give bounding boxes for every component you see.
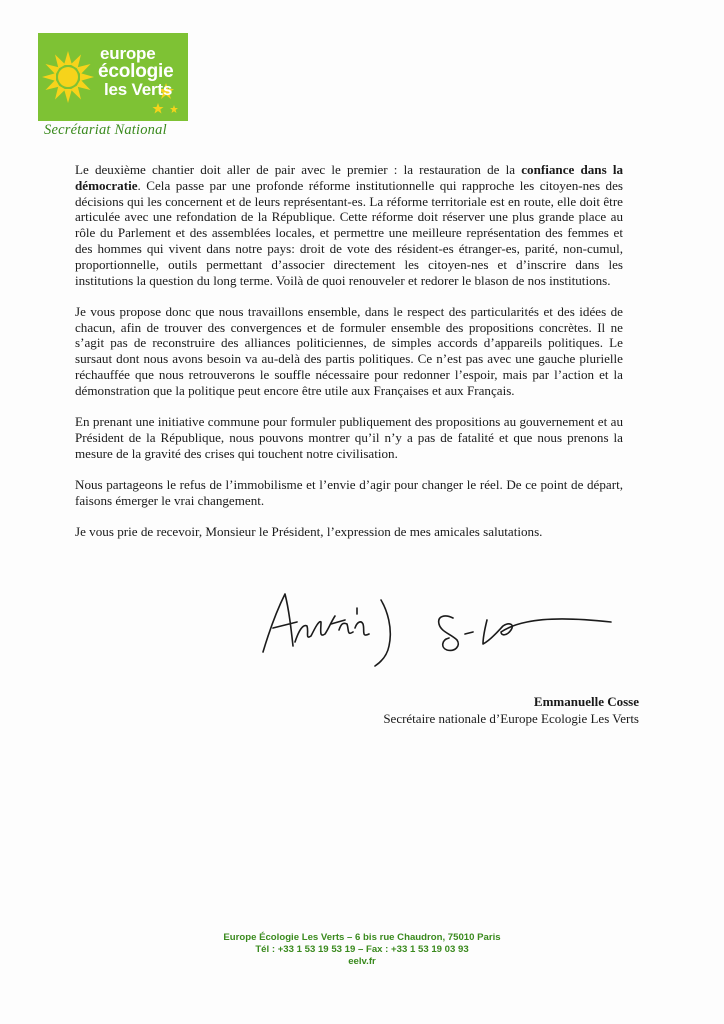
paragraph-1-lead: Le deuxième chantier doit aller de pair avec le premier : la restauration de la [75, 162, 522, 177]
secretariat-label: Secrétariat National [44, 122, 167, 138]
signer-block [383, 693, 639, 727]
paragraph-1-bold: confiance dans la démocratie [75, 162, 624, 193]
footer-address: Europe Écologie Les Verts – 6 bis rue Chaudron, 75010 Paris [223, 932, 501, 943]
paragraph-4: Nous partageons le refus de l’immobilisme et l’envie d’agir pour changer le réel. De ce point de départ, faisons émerger le vrai changement. [75, 477, 623, 508]
logo-line-europe: europe [100, 44, 156, 63]
logo-line-les-verts: les Verts [104, 80, 173, 99]
paragraph-2: Je vous propose donc que nous travaillons ensemble, dans le respect des particularités et des idées de chacun, afin de trouver des convergences et de formuler ensemble des propositions concrètes. Il ne s’agit pas de reconstruire des alliances politiciennes, de simples accords d’appareils politiques. Le sursaut dont nous avons besoin va au-delà des partis politiques. Ce n’est pas avec une gauche plurielle réchauffée que nous retrouverons le souffle nécessaire pour redonner l’espoir, mais par l’action et la démonstration que la politique peut encore être utile aux Françaises et aux Français. [75, 303, 623, 398]
paragraph-1-rest: . Cela passe par une profonde réforme institutionnelle qui rapproche les citoyen-nes des décisions qui les concernent et de leurs représentant-es. La réforme territoriale est en route, elle doit être articulée avec une refondation de la République. Cette réforme doit réserver une plus grande place au rôle du Parlement et des assemblées locales, et permettre une meilleure représentation des femmes et des hommes qui vivent dans notre pays: droit de vote des résident-es étranger-es, parité, non-cumul, proportionnelle, outils permettant d’associer directement les citoyen-nes et d’inscrire dans les institutions la question du long terme. Voilà de quoi renouveler et redorer le blason de nos institutions. [75, 177, 623, 288]
footer-phone: Tél : +33 1 53 19 53 19 – Fax : +33 1 53 19 03 93 [255, 944, 469, 955]
letter-footer [0, 932, 724, 968]
letter-body [75, 162, 623, 555]
footer-website: eelv.fr [348, 956, 376, 967]
paragraph-1 [75, 162, 623, 288]
signer-title: Secrétaire nationale d’Europe Ecologie Les Verts [383, 711, 639, 726]
logo-line-ecologie: écologie [98, 61, 174, 82]
logo-wordmark [100, 45, 173, 99]
signature-amities [263, 594, 390, 666]
handwritten-signatures [255, 580, 635, 680]
signer-name: Emmanuelle Cosse [533, 694, 639, 709]
signature-cosse [439, 616, 611, 650]
eelv-logo [38, 33, 188, 121]
paragraph-5: Je vous prie de recevoir, Monsieur le Président, l’expression de mes amicales salutations. [75, 524, 543, 540]
paragraph-3: En prenant une initiative commune pour formuler publiquement des propositions au gouvernement et au Président de la République, nous pouvons montrer qu’il n’y a pas de fatalité et que nous prenons la mesure de la gravité des crises qui touchent notre civilisation. [75, 414, 623, 461]
